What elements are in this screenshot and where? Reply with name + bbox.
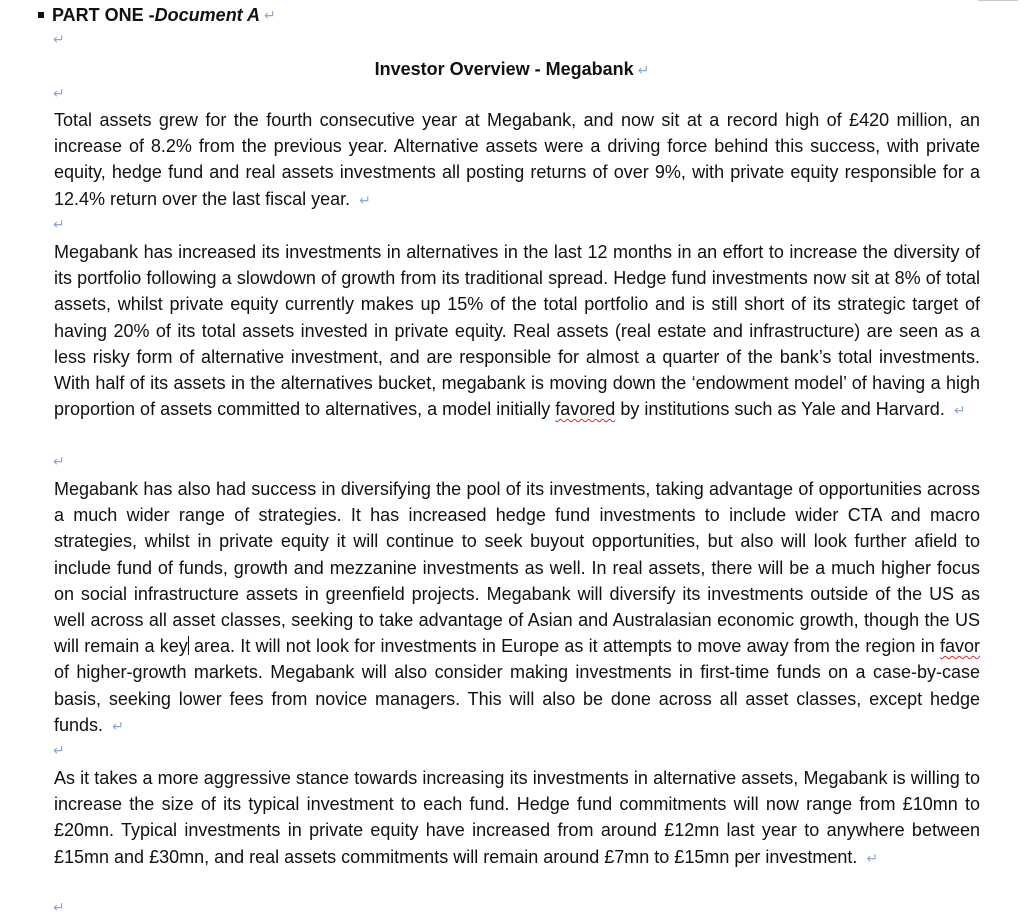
paragraph-2-text-a: Megabank has increased its investments in alternatives in the last 12 months in an effort to increase the diversity of its portfolio following a slowdown of growth from its traditional spread. Hedge fund investments now sit at 8% of total assets, whilst private equity currently makes up 15% of the total portfolio and is still short of its strategic target of having 20% of its total assets invested in private equity. Real assets (real estate and infrastructure) are seen as a less risky form of alternative investment, and are responsible for almost a quarter of the bank’s total investments. With half of its assets in the alternatives bucket, megabank is moving down the ‘endowment model’ of having a high proportion of assets committed to alternatives, a model initially [54, 242, 980, 420]
paragraph-mark-icon: ↵ [53, 899, 65, 915]
document-title [0, 57, 1024, 81]
paragraph-mark-icon: ↵ [53, 85, 65, 101]
paragraph-mark-icon: ↵ [53, 216, 65, 232]
heading-bullet-icon [38, 12, 44, 18]
paragraph-mark-icon: ↵ [53, 742, 65, 758]
body-paragraph-3[interactable] [54, 476, 980, 738]
spelling-flag[interactable]: favor [939, 636, 980, 657]
heading-part-label: PART ONE - [52, 4, 155, 25]
paragraph-2-text-b: by institutions such as Yale and Harvard. [620, 399, 945, 420]
body-paragraph-4[interactable] [54, 765, 980, 870]
paragraph-mark-icon: ↵ [53, 31, 65, 47]
paragraph-mark-icon: ↵ [264, 7, 276, 23]
paragraph-3-text-b: area. It will not look for investments in Europe as it attempts to move away from the region in [188, 636, 935, 657]
spelling-flag[interactable]: favored [555, 399, 616, 420]
paragraph-mark-icon: ↵ [53, 453, 65, 469]
paragraph-mark-icon: ↵ [637, 62, 650, 78]
paragraph-mark-icon: ↵ [359, 191, 371, 208]
paragraph-mark-icon: ↵ [112, 717, 124, 734]
paragraph-4-text: As it takes a more aggressive stance towards increasing its investments in alternative assets, Megabank is willing to increase the size of its typical investment to each fund. Hedge fund commitments will now range from £10mn to £20mn. Typical investments in private equity have increased from around £12mn last year to anywhere between £15mn and £30mn, and real assets commitments will remain around £7mn to £15mn per investment. [54, 768, 980, 867]
body-paragraph-1[interactable] [54, 107, 980, 212]
ruler-marker [978, 0, 1018, 1]
section-heading [38, 4, 276, 26]
paragraph-mark-icon: ↵ [953, 402, 966, 419]
paragraph-3-text-a: Megabank has also had success in diversifying the pool of its investments, taking advantage of opportunities across a much wider range of strategies. It has increased hedge fund investments to include wider CTA and macro strategies, whilst in private equity it will continue to seek buyout opportunities, but also will look further afield to include fund of funds, growth and mezzanine investments as well. In real assets, there will be a much higher focus on social infrastructure assets in greenfield projects. Megabank will diversify its investments outside of the US as well across all asset classes, seeking to take advantage of Asian and Australasian economic growth, though the US will remain a key [54, 479, 980, 657]
paragraph-mark-icon: ↵ [866, 849, 879, 866]
paragraph-3-text-c: of higher-growth markets. Megabank will also consider making investments in first-time funds on a case-by-case basis, seeking lower fees from novice managers. This will also be done across all asset classes, except hedge funds. [54, 662, 980, 735]
paragraph-1-text: Total assets grew for the fourth consecutive year at Megabank, and now sit at a record high of £420 million, an increase of 8.2% from the previous year. Alternative assets were a driving force behind this success, with private equity, hedge fund and real assets investments all posting returns of over 9%, with private equity responsible for a 12.4% return over the last fiscal year. [54, 110, 980, 209]
body-paragraph-2[interactable] [54, 239, 980, 422]
document-title-text: Investor Overview - Megabank [374, 59, 634, 79]
heading-document-label: Document A [154, 4, 261, 25]
